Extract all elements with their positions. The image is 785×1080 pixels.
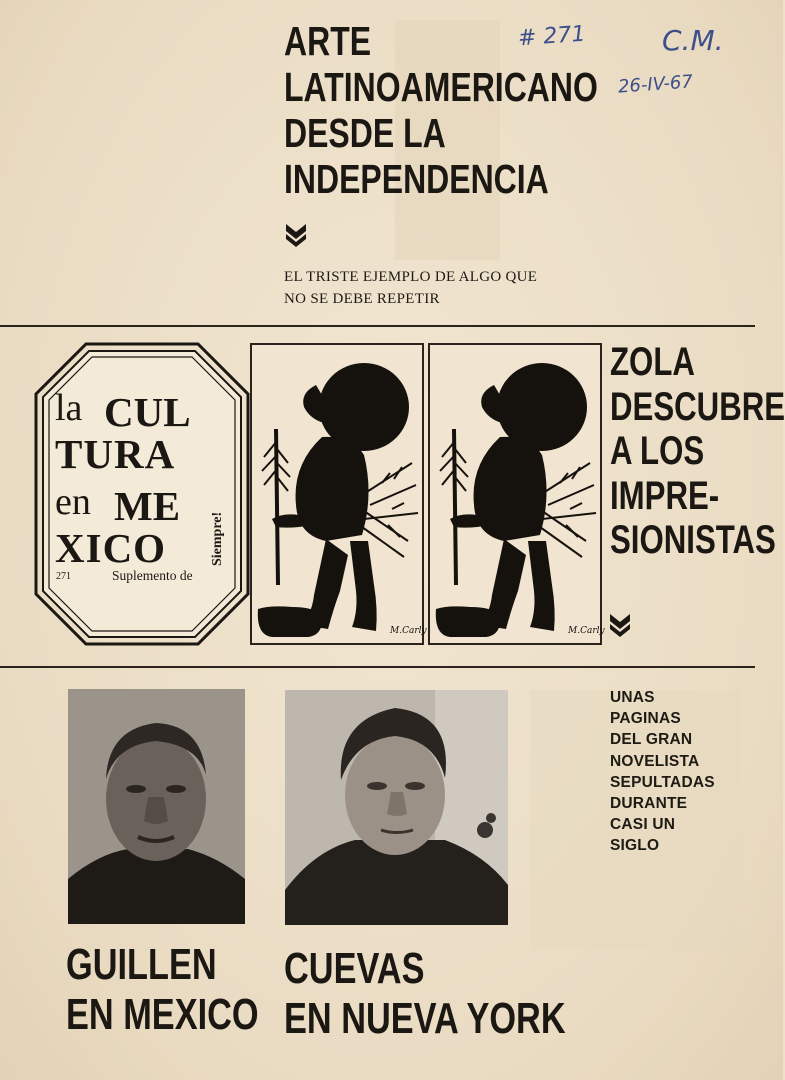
zola-headline-line: DESCUBRE (610, 384, 785, 429)
handwritten-issue-number: # 271 (517, 21, 587, 52)
silhouette-panel-right (428, 343, 605, 645)
portrait-cuevas-icon (285, 690, 508, 925)
main-subtitle (284, 266, 537, 310)
masthead-xico: XICO (55, 525, 167, 571)
silhouette-panel-left (250, 343, 427, 645)
guillen-headline-line: GUILLEN (66, 940, 217, 989)
caption-line: NOVELISTA (610, 752, 700, 770)
zola-headline (610, 340, 785, 563)
masthead-tura: TURA (55, 431, 176, 477)
caption-line: SIGLO (610, 837, 660, 855)
masthead-cul: CUL (104, 389, 191, 435)
masthead-en: en (55, 481, 91, 523)
silhouette-figure-icon (252, 345, 427, 643)
main-headline-line: INDEPENDENCIA (284, 156, 549, 202)
divider-top (0, 325, 755, 327)
zola-headline-line: A LOS (610, 429, 705, 473)
masthead-me: ME (114, 483, 181, 529)
masthead-siempre: Siempre! (210, 511, 225, 566)
caption-line: CASI UN (610, 816, 676, 834)
main-headline-line: ARTE (284, 18, 372, 64)
main-headline-line: LATINOAMERICANO (284, 64, 598, 110)
main-headline-line: DESDE LA (284, 110, 446, 156)
photo-cuevas (285, 690, 508, 925)
illustration-signature: M.Carly (390, 626, 427, 636)
caption-line: DEL GRAN (610, 731, 693, 749)
caption-line: SEPULTADAS (610, 773, 715, 791)
portrait-guillen-icon (68, 689, 245, 924)
masthead-logo (34, 342, 250, 646)
divider-middle (0, 666, 755, 668)
caption-line: DURANTE (610, 795, 688, 813)
down-arrow-icon (609, 612, 631, 638)
zola-caption (610, 687, 715, 857)
zola-headline-line: SIONISTAS (610, 518, 776, 562)
handwritten-date: 26-IV-67 (617, 71, 694, 98)
handwritten-initials: C.M. (662, 24, 724, 57)
subtitle-line: NO SE DEBE REPETIR (284, 291, 440, 307)
caption-line: UNAS (610, 689, 655, 706)
guillen-headline-line: EN MEXICO (66, 990, 259, 1039)
cuevas-headline-line: EN NUEVA YORK (284, 994, 566, 1043)
zola-headline-line: ZOLA (610, 340, 695, 384)
masthead-la: la (55, 387, 83, 429)
zola-headline-line: IMPRE- (610, 473, 720, 518)
caption-line: PAGINAS (610, 710, 681, 728)
illustration-signature: M.Carly (568, 626, 605, 636)
masthead-issue-number: 271 (56, 571, 71, 582)
subtitle-line: EL TRISTE EJEMPLO DE ALGO QUE (284, 269, 538, 285)
guillen-headline (66, 940, 259, 1040)
masthead-suplemento: Suplemento de (112, 568, 193, 583)
photo-guillen (68, 689, 245, 924)
silhouette-figure-icon (430, 345, 605, 643)
down-arrow-icon (285, 222, 307, 248)
cuevas-headline (284, 944, 566, 1044)
cuevas-headline-line: CUEVAS (284, 944, 425, 993)
